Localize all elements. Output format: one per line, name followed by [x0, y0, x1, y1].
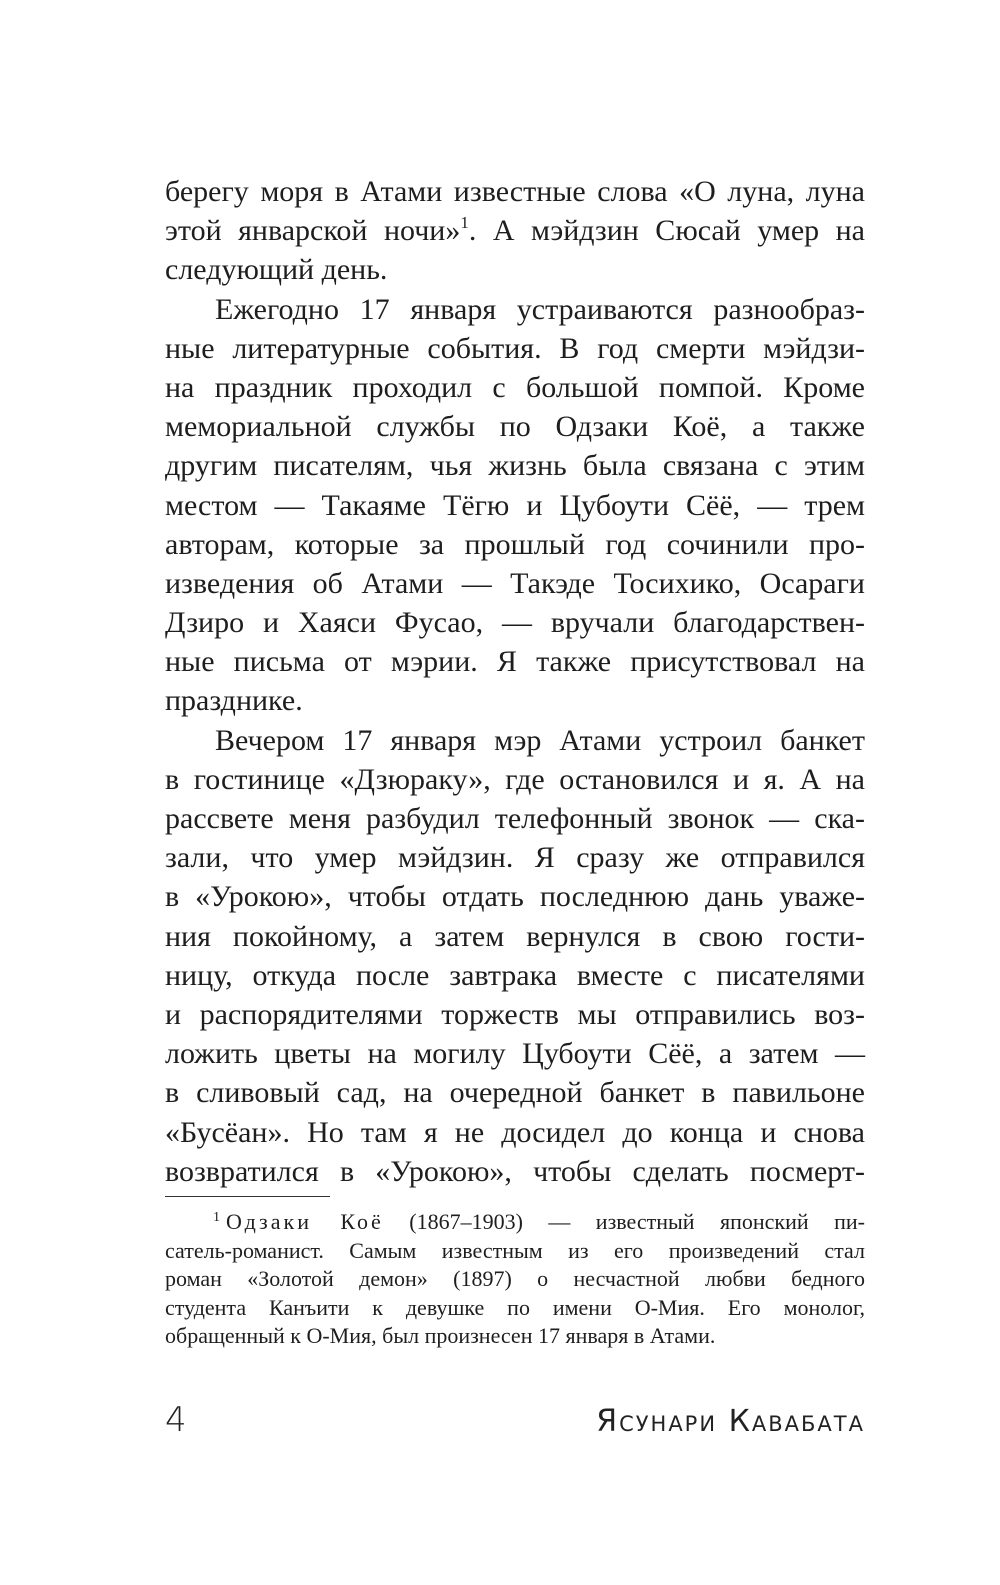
- footnote-line: сатель-романист. Самым известным из его произведений стал: [165, 1237, 865, 1263]
- text-line: местом — Такаяме Тёгю и Цубоути Сёё, — трем: [165, 488, 865, 522]
- footnote: [165, 1208, 865, 1351]
- running-head-author: Ясунари Кавабата: [596, 1404, 865, 1439]
- text-line: рассвете меня разбудил телефонный звонок — ска-: [165, 802, 865, 835]
- footnote-line: роман «Золотой демон» (1897) о несчастной любви бедного: [165, 1266, 865, 1291]
- text-line: «Бусёан». Но там я не досидел до конца и снова: [165, 1115, 865, 1149]
- paragraph-start: Ежегодно 17 января устраиваются разнообраз-: [215, 292, 865, 326]
- text-line: ния покойному, а затем вернулся в свою гости-: [165, 919, 865, 953]
- main-text: [165, 172, 865, 1191]
- footnote-line: [165, 1208, 865, 1237]
- text-line: авторам, которые за прошлый год сочинили про-: [165, 527, 865, 561]
- footnote-ref: 1: [460, 213, 469, 233]
- footnote-line: обращенный к О-Мия, был произнесен 17 января в Атами.: [165, 1323, 716, 1348]
- paragraph-start: Вечером 17 января мэр Атами устроил банкет: [215, 723, 865, 757]
- page-number: 4: [165, 1400, 187, 1440]
- text-line: в гостинице «Дзюраку», где остановился и я. А на: [165, 762, 865, 796]
- text-line-with-footnote-ref: [165, 211, 865, 250]
- text-line: и распорядителями торжеств мы отправились воз-: [165, 997, 865, 1031]
- text-fragment: (1867–1903) — известный японский пи-: [383, 1209, 865, 1234]
- text-line: на праздник проходил с большой помпой. Кроме: [165, 370, 865, 404]
- text-line: изведения об Атами — Такэде Тосихико, Осараги: [165, 566, 865, 600]
- text-line: празднике.: [165, 684, 303, 718]
- text-fragment: этой январской ночи»: [165, 214, 461, 248]
- text-line: зали, что умер мэйдзин. Я сразу же отправился: [165, 841, 865, 875]
- text-line: ницу, откуда после завтрака вместе с писателями: [165, 958, 865, 992]
- text-line: в «Урокою», чтобы отдать последнюю дань уваже-: [165, 880, 865, 914]
- text-line: берегу моря в Атами известные слова «О луна, луна: [165, 175, 865, 208]
- footnote-name: Одзаки Коё: [226, 1209, 384, 1234]
- footnote-mark: 1: [213, 1210, 220, 1225]
- footnote-line: студента Канъити к девушке по имени О-Мия. Его монолог,: [165, 1294, 865, 1320]
- text-line: мемориальной службы по Одзаки Коё, а также: [165, 410, 865, 444]
- text-line: ные литературные события. В год смерти мэйдзи-: [165, 331, 865, 365]
- text-fragment: . А мэйдзин Сюсай умер на: [468, 214, 865, 248]
- text-line: возвратился в «Урокою», чтобы сделать посмерт-: [165, 1154, 865, 1188]
- text-line: ные письма от мэрии. Я также присутствовал на: [165, 645, 865, 679]
- text-line: Дзиро и Хаяси Фусао, — вручали благодарствен-: [165, 606, 865, 640]
- text-line: в сливовый сад, на очередной банкет в павильоне: [165, 1076, 865, 1110]
- footnote-divider: [165, 1196, 330, 1197]
- text-line: ложить цветы на могилу Цубоути Сёё, а затем —: [165, 1037, 865, 1071]
- text-line: другим писателям, чья жизнь была связана с этим: [165, 449, 865, 483]
- text-line: следующий день.: [165, 253, 388, 287]
